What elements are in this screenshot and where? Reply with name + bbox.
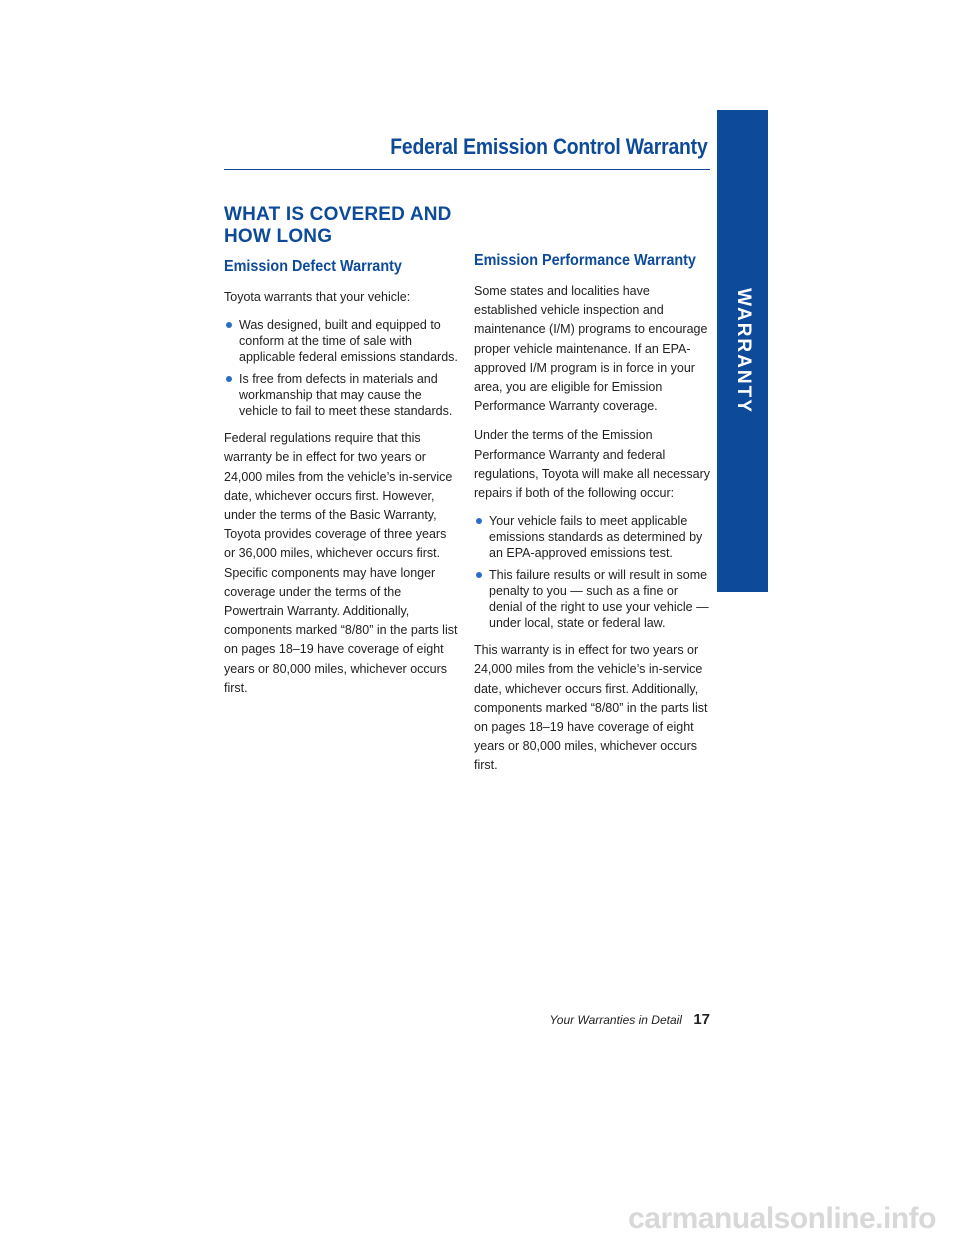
- defect-bullet-list: [224, 317, 460, 419]
- section-side-tab: [717, 110, 768, 592]
- terms-paragraph: Under the terms of the Emission Performance Warranty and federal regulations, Toyota will make all necessary repairs if both of the following occur:: [474, 428, 710, 501]
- watermark-logo: carmanualsonline.info: [628, 1202, 936, 1235]
- left-column: [224, 204, 460, 708]
- page-footer: [549, 1011, 710, 1028]
- emission-defect-heading: Emission Defect Warranty: [224, 258, 402, 275]
- bullet-icon: [476, 518, 482, 524]
- bullet-text: Is free from defects in materials and workmanship that may cause the vehicle to fail to meet these standards.: [239, 372, 453, 419]
- bullet-icon: [476, 572, 482, 578]
- intro-paragraph: Toyota warrants that your vehicle:: [224, 290, 411, 304]
- bullet-text: This failure results or will result in some penalty to you — such as a fine or denial of the right to use your vehicle — under local, state or federal law.: [489, 568, 709, 631]
- im-program-paragraph: Some states and localities have established vehicle inspection and maintenance (I/M) programs to encourage proper vehicle maintenance. If an EPA-approved I/M program is in force in your area, you are eligible for Emission Performance Warranty coverage.: [474, 284, 708, 414]
- list-item: [474, 513, 710, 561]
- list-item: [224, 371, 460, 419]
- performance-bullet-list: [474, 513, 710, 631]
- bullet-icon: [226, 322, 232, 328]
- page-title: Federal Emission Control Warranty: [390, 134, 708, 159]
- coverage-paragraph: Federal regulations require that this warranty be in effect for two years or 24,000 miles from the vehicle’s in-service date, whichever occurs first. However, under the terms of the Basic Warranty, Toyota provides coverage of three years or 36,000 miles, whichever occurs first. Specific components may have longer coverage under the terms of the Powertrain Warranty. Additionally, components marked “8/80” in the parts list on pages 18–19 have coverage of eight years or 80,000 miles, whichever occurs first.: [224, 431, 458, 695]
- side-tab-label: WARRANTY: [732, 288, 754, 414]
- right-column: [474, 250, 710, 786]
- list-item: [224, 317, 460, 365]
- bullet-icon: [226, 376, 232, 382]
- list-item: [474, 567, 710, 631]
- section-heading: WHAT IS COVERED AND HOW LONG: [224, 204, 452, 247]
- page-number: 17: [693, 1011, 710, 1028]
- footer-label: Your Warranties in Detail: [549, 1013, 682, 1027]
- bullet-text: Was designed, built and equipped to conform at the time of sale with applicable federal emissions standards.: [239, 318, 458, 365]
- emission-performance-heading: Emission Performance Warranty: [474, 252, 696, 269]
- effect-paragraph: This warranty is in effect for two years or 24,000 miles from the vehicle’s in-service date, whichever occurs first. Additionally, components marked “8/80” in the parts list on pages 18–19 have coverage of eight years or 80,000 miles, whichever occurs first.: [474, 643, 708, 773]
- title-divider: [224, 169, 710, 170]
- bullet-text: Your vehicle fails to meet applicable emissions standards as determined by an EPA-approved emissions test.: [489, 514, 703, 561]
